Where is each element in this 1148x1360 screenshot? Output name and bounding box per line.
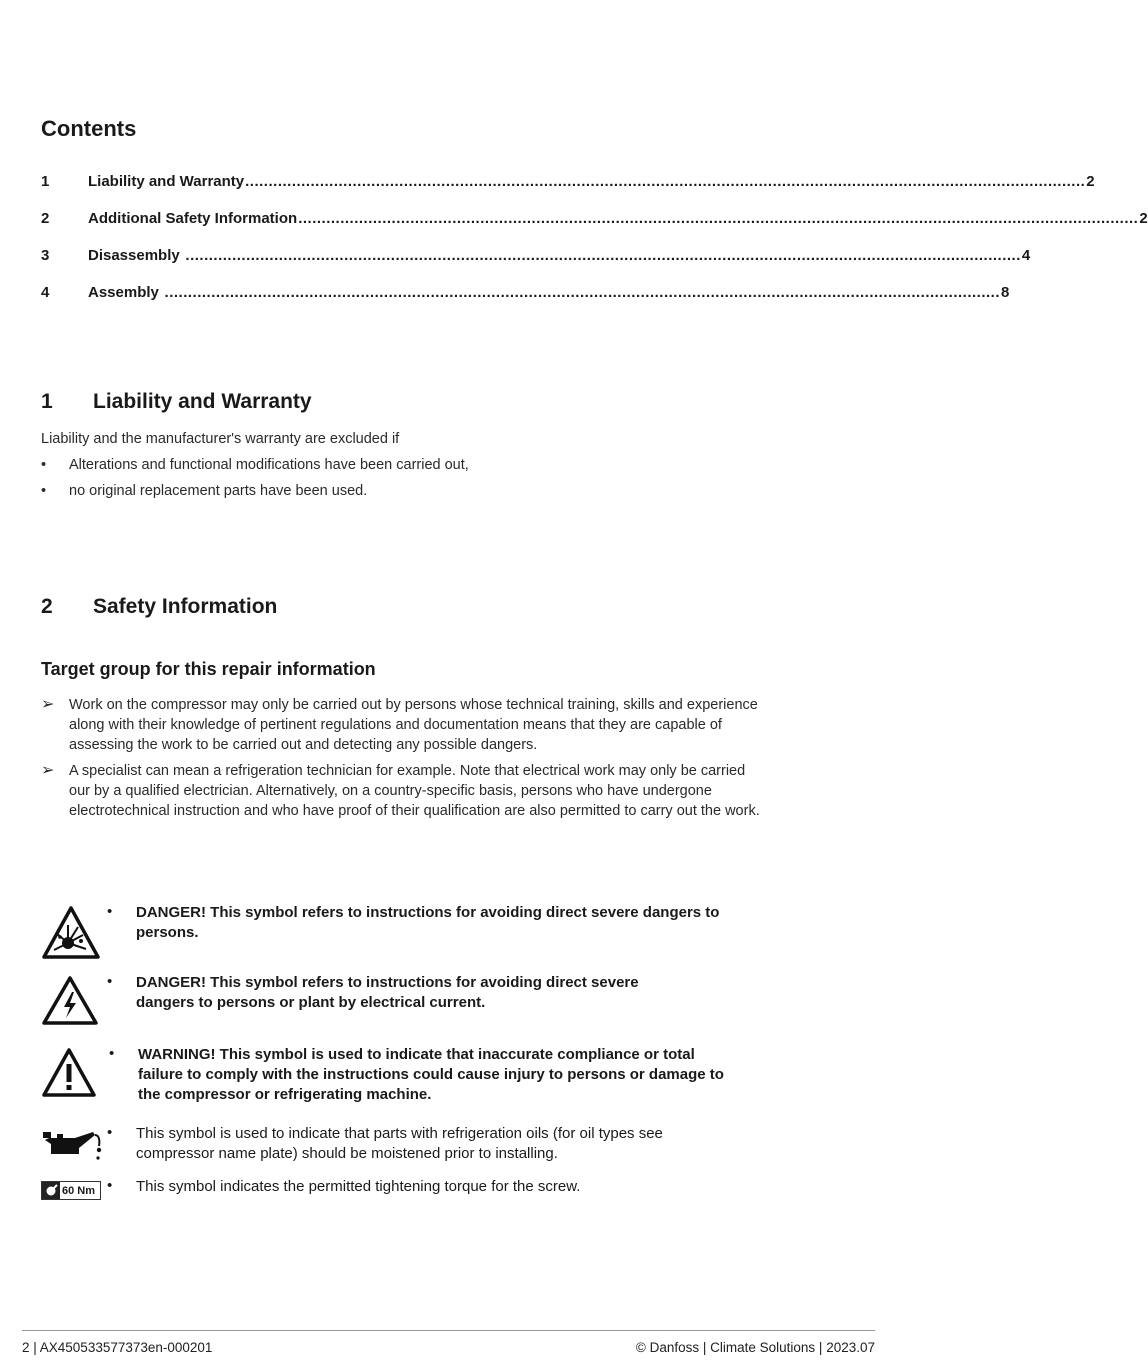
toc-title: Disassembly — [88, 247, 180, 264]
subheading: Target group for this repair information — [41, 659, 376, 679]
list-item — [41, 695, 761, 755]
toc-leader: ................................................................................................................................................................................... — [159, 284, 1001, 301]
contents-title: Contents — [41, 116, 137, 141]
section-heading — [41, 390, 312, 414]
toc-title: Liability and Warranty — [88, 173, 245, 190]
footer-document-id: 2 | AX450533577373en-000201 — [22, 1340, 213, 1355]
toc-title: Additional Safety Information — [88, 210, 298, 227]
toc-number: 2 — [41, 210, 50, 227]
torque-badge — [41, 1181, 101, 1200]
toc-page: 8 — [1001, 284, 1010, 301]
bullet: • — [107, 903, 113, 920]
torque-value: 60 Nm — [62, 1184, 96, 1197]
bullet: • — [41, 483, 47, 499]
toc-leader: ................................................................................................................................................................................... — [180, 247, 1021, 264]
arrow-bullet-icon: ➢ — [41, 696, 55, 713]
list-item-text: no original replacement parts have been used. — [69, 483, 368, 499]
symbol-description: DANGER! This symbol refers to instructions for avoiding direct severe dangers to persons. — [136, 904, 720, 941]
electrical-hazard-icon — [41, 975, 99, 1027]
toc-number: 3 — [41, 247, 50, 264]
bullet: • — [107, 973, 113, 990]
toc-entry[interactable] — [41, 170, 1095, 190]
footer-copyright: © Danfoss | Climate Solutions | 2023.07 — [635, 1340, 875, 1355]
symbol-row — [41, 1045, 761, 1107]
toc-leader: .................................................................................................................................................................................... — [245, 173, 1086, 190]
bullet: • — [41, 457, 47, 473]
list-item — [41, 761, 761, 821]
symbol-row — [41, 903, 761, 963]
section-title: Liability and Warranty — [93, 390, 312, 413]
bullet: • — [107, 1177, 113, 1194]
section-number: 2 — [41, 595, 53, 618]
toc-title: Assembly — [88, 284, 159, 301]
torque-wrench-icon — [42, 1182, 60, 1199]
toc-page: 2 — [1086, 173, 1095, 190]
symbol-description: This symbol is used to indicate that parts with refrigeration oils (for oil types see compressor name plate) should be moistened prior to installing. — [136, 1125, 663, 1162]
toc-entry[interactable] — [41, 244, 1031, 264]
paragraph: Liability and the manufacturer's warranty are excluded if — [41, 431, 400, 447]
general-warning-icon — [41, 1047, 97, 1099]
symbol-description: This symbol indicates the permitted tightening torque for the screw. — [136, 1178, 581, 1195]
list-item-text: A specialist can mean a refrigeration technician for example. Note that electrical work may only be carried our by a qualified electrician. Alternatively, on a country-specific basis, persons who have undergone electrotechnical instruction and who have proof of their qualification are also permitted to carry out the work. — [69, 763, 760, 819]
bullet: • — [109, 1045, 115, 1062]
section-number: 1 — [41, 390, 53, 413]
symbol-description: DANGER! This symbol refers to instructions for avoiding direct severe dangers to persons or plant by electrical current. — [136, 974, 639, 1011]
toc-leader: .................................................................................................................................................................................... — [298, 210, 1139, 227]
bullet: • — [107, 1124, 113, 1141]
symbol-row — [41, 1177, 761, 1201]
toc-number: 4 — [41, 284, 50, 301]
footer-divider — [22, 1330, 875, 1331]
section-title: Safety Information — [93, 595, 278, 618]
symbol-description: WARNING! This symbol is used to indicate that inaccurate compliance or total failure to comply with the instructions could cause injury to persons or damage to the compressor or refrigerating machine. — [138, 1046, 724, 1103]
toc-page: 4 — [1021, 247, 1031, 264]
toc-entry[interactable] — [41, 281, 1010, 301]
toc-page: 2 — [1139, 210, 1148, 227]
arrow-bullet-icon: ➢ — [41, 762, 55, 779]
oil-can-icon — [41, 1126, 103, 1164]
symbol-row — [41, 1124, 761, 1168]
section-heading — [41, 595, 277, 619]
symbol-row — [41, 973, 761, 1029]
explosion-warning-icon — [41, 905, 101, 961]
toc-number: 1 — [41, 173, 50, 190]
list-item-text: Work on the compressor may only be carried out by persons whose technical training, skills and experience along with their knowledge of pertinent regulations and documentation means that they are capable of assessing the work to be carried out and detecting any possible dangers. — [69, 697, 758, 753]
list-item-text: Alterations and functional modifications have been carried out, — [69, 457, 469, 473]
toc-entry[interactable] — [41, 207, 1148, 227]
